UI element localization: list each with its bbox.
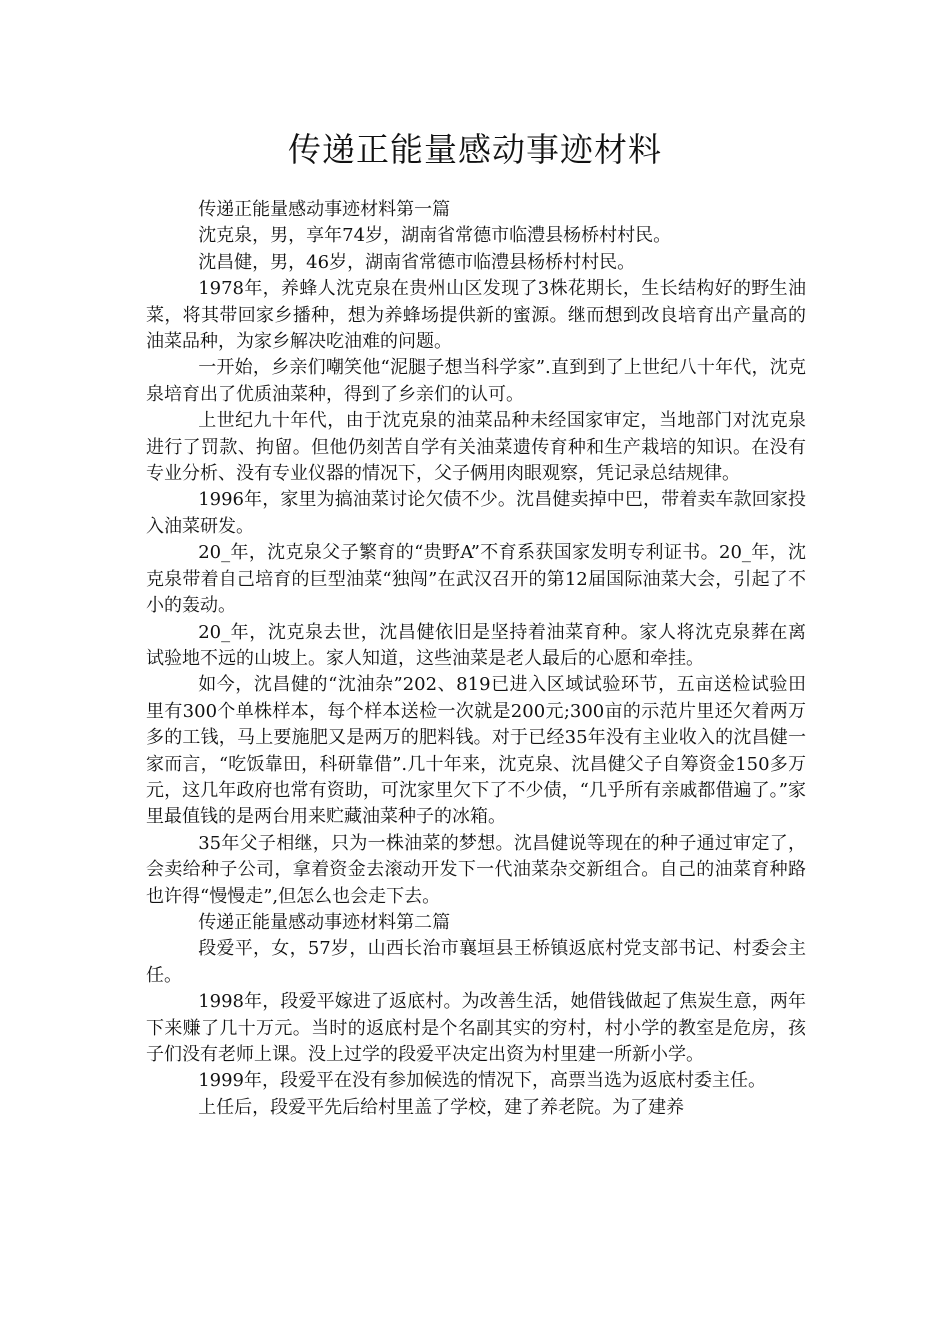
paragraph: 上任后，段爱平先后给村里盖了学校，建了养老院。为了建养: [198, 1096, 685, 1118]
document-title: 传递正能量感动事迹材料: [288, 130, 662, 169]
paragraph: 20_年，沈克泉父子繁育的“贵野A”不育系获国家发明专利证书。20_年，沈克泉带着自己培育的巨型油菜“独闯”在武汉召开的第12届国际油菜大会，引起了不小的轰动。: [146, 542, 806, 617]
paragraph: 1996年，家里为搞油菜讨论欠债不少。沈昌健卖掉中巴，带着卖车款回家投入油菜研发。: [146, 489, 806, 537]
paragraph: 20_年，沈克泉去世，沈昌健依旧是坚持着油菜育种。家人将沈克泉葬在离试验地不远的山坡上。家人知道，这些油菜是老人最后的心愿和牵挂。: [146, 621, 806, 669]
paragraph: 沈昌健，男，46岁，湖南省常德市临澧县杨桥村村民。: [198, 251, 636, 273]
document-body: [146, 197, 806, 1121]
paragraph: 上世纪九十年代，由于沈克泉的油菜品种未经国家审定，当地部门对沈克泉进行了罚款、拘留。但他仍刻苦自学有关油菜遗传育种和生产栽培的知识。在没有专业分析、没有专业仪器的情况下，父子俩用肉眼观察，凭记录总结规律。: [146, 410, 806, 485]
paragraph: 一开始，乡亲们嘲笑他“泥腿子想当科学家”.直到到了上世纪八十年代，沈克泉培育出了优质油菜种，得到了乡亲们的认可。: [146, 357, 806, 405]
paragraph: 1999年，段爱平在没有参加候选的情况下，高票当选为返底村委主任。: [198, 1070, 766, 1092]
paragraph: 1998年，段爱平嫁进了返底村。为改善生活，她借钱做起了焦炭生意，两年下来赚了几十万元。当时的返底村是个名副其实的穷村，村小学的教室是危房，孩子们没有老师上课。没上过学的段爱平决定出资为村里建一所新小学。: [146, 991, 806, 1065]
paragraph: 沈克泉，男，享年74岁，湖南省常德市临澧县杨桥村村民。: [198, 225, 672, 247]
section-heading: 传递正能量感动事迹材料第一篇: [198, 199, 451, 220]
paragraph: 35年父子相继，只为一株油菜的梦想。沈昌健说等现在的种子通过审定了，会卖给种子公司，拿着资金去滚动开发下一代油菜杂交新组合。自己的油菜育种路也许得“慢慢走”,但怎么也会走下去。: [146, 832, 806, 907]
paragraph: 如今，沈昌健的“沈油杂”202、819已进入区域试验环节，五亩送检试验田里有300个单株样本，每个样本送检一次就是200元;300亩的示范片里还欠着两万多的工钱，马上要施肥又是两万的肥料钱。对于已经35年没有主业收入的沈昌健一家而言，“吃饭靠田，科研靠借”.几十年来，沈克泉、沈昌健父子自筹资金150多万元，这几年政府也常有资助，可沈家里欠下了不少债，“几乎所有亲戚都借遍了。”家里最值钱的是两台用来贮藏油菜种子的冰箱。: [146, 674, 806, 828]
section-heading: 传递正能量感动事迹材料第二篇: [198, 911, 451, 933]
paragraph: 段爱平，女，57岁，山西长治市襄垣县王桥镇返底村党支部书记、村委会主任。: [146, 938, 806, 986]
paragraph: 1978年，养蜂人沈克泉在贵州山区发现了3株花期长，生长结构好的野生油菜，将其带回家乡播种，想为养蜂场提供新的蜜源。继而想到改良培育出产量高的油菜品种，为家乡解决吃油难的问题。: [146, 278, 806, 353]
